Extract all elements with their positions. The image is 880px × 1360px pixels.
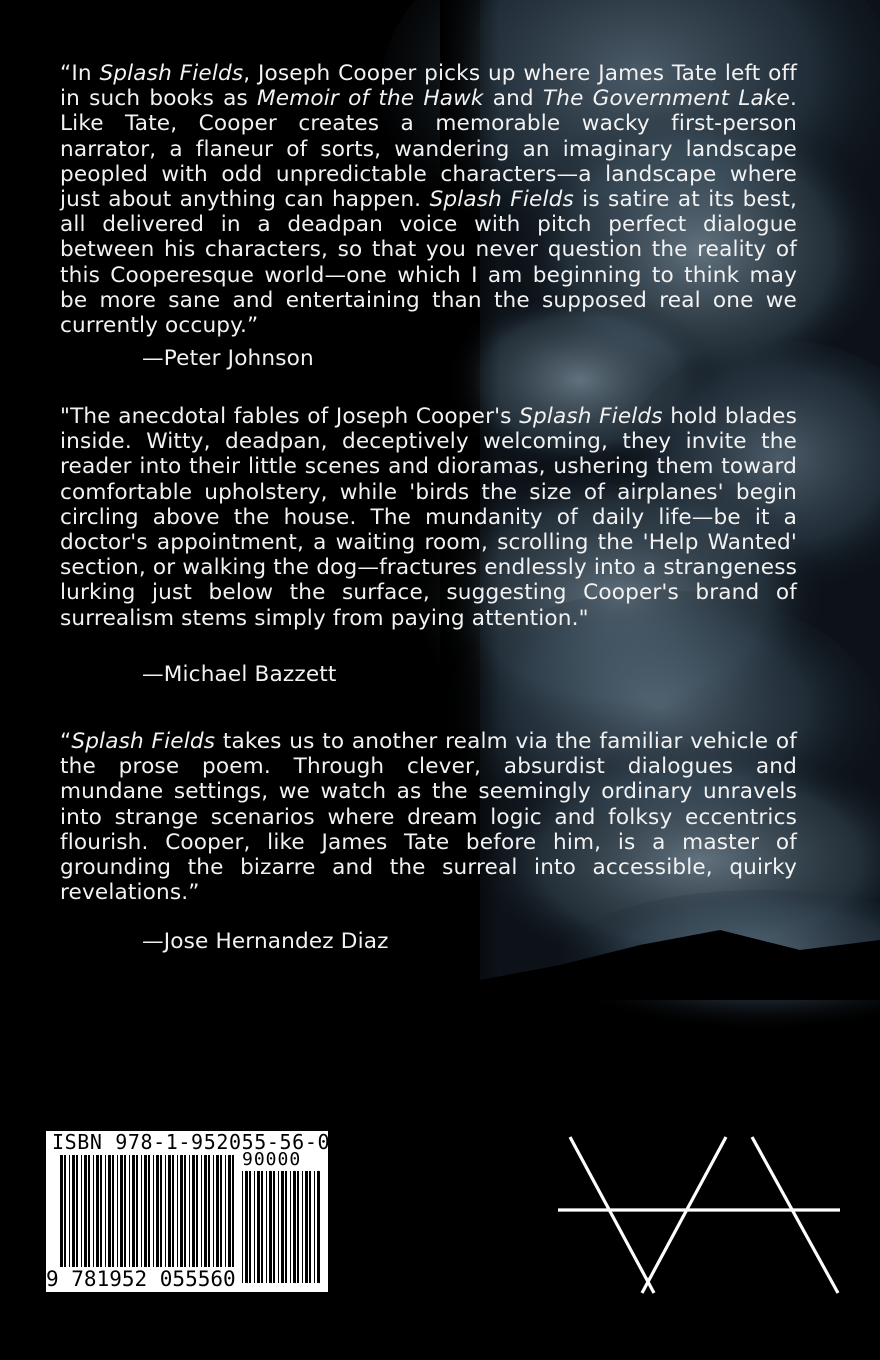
barcode-bar — [72, 1155, 75, 1283]
barcode-bar — [180, 1155, 183, 1283]
barcode-bar — [177, 1155, 178, 1283]
quote-text: and — [483, 86, 543, 112]
barcode-bar — [192, 1155, 195, 1283]
barcode-bar — [84, 1155, 87, 1283]
barcode-bar — [278, 1171, 279, 1283]
isbn-barcode — [46, 1130, 331, 1292]
barcode-bar — [266, 1171, 267, 1283]
barcode-bar — [108, 1155, 111, 1283]
barcode-bar — [302, 1171, 303, 1283]
barcode-bar — [216, 1155, 219, 1283]
barcode-bar — [76, 1155, 78, 1283]
barcode-bar — [64, 1155, 66, 1283]
quote-text: . Like Tate, Cooper creates a memorable wacky first-person narrator, a flaneur of sorts, wandering an imaginary landscape peopled with odd unpredictable characters—a landscape where just about anything can happen. — [60, 86, 797, 213]
barcode-bar — [117, 1155, 118, 1283]
ean-barcode-bars — [60, 1155, 240, 1283]
barcode-bar — [160, 1155, 162, 1283]
barcode-bar — [172, 1155, 174, 1283]
barcode-bar — [100, 1155, 102, 1283]
barcode-bar — [208, 1155, 210, 1283]
barcode-bar — [220, 1155, 222, 1283]
barcode-bar — [81, 1155, 82, 1283]
barcode-bar — [261, 1171, 263, 1283]
barcode-bar — [225, 1155, 226, 1283]
italic-title: Splash Fields — [99, 61, 244, 86]
barcode-bar — [309, 1171, 311, 1283]
blurb-attribution-2: —Michael Bazzett — [142, 662, 337, 687]
blurb-quote-1 — [60, 61, 797, 338]
quote-text: “ — [60, 729, 72, 754]
price-code: 90000 — [242, 1149, 302, 1170]
barcode-bar — [228, 1155, 231, 1283]
price-addon-barcode-bars — [242, 1171, 322, 1283]
ean-digits: 9 781952 055560 — [46, 1267, 236, 1291]
barcode-bar — [232, 1155, 234, 1283]
barcode-bar — [96, 1155, 99, 1283]
quote-text: hold blades inside. Witty, deadpan, deceptively welcoming, they invite the reader into their little scenes and dioramas, ushering them toward comfortable upholstery, while 'birds the size of airplanes' begin circling above the house. The mundanity of daily life—be it a doctor's appointment, a waiting room, scrolling the 'Help Wanted' section, or walking the dog—fractures endlessly into a strangeness lurking just below the surface, suggesting Cooper's brand of surrealism stems simply from paying attention." — [60, 404, 797, 631]
italic-title: Splash Fields — [519, 404, 663, 429]
barcode-bar — [69, 1155, 70, 1283]
quote-text: , Joseph Cooper picks up where James Tate left off in such books as — [60, 61, 797, 112]
barcode-bar — [88, 1155, 90, 1283]
barcode-bar — [153, 1155, 154, 1283]
barcode-bar — [148, 1155, 150, 1283]
barcode-bar — [201, 1155, 202, 1283]
barcode-bar — [314, 1171, 315, 1283]
barcode-bar — [290, 1171, 291, 1283]
barcode-bar — [204, 1155, 207, 1283]
barcode-bar — [141, 1155, 142, 1283]
blurb-attribution-1: —Peter Johnson — [142, 346, 314, 371]
quote-text: is satire at its best, all delivered in a deadpan voice with pitch perfect dialogue between his characters, so that you never question the reality of this Cooperesque world—one which I am beginning to think may be more sane and entertaining than the supposed real one we currently occupy.” — [60, 187, 797, 339]
quote-text: "The anecdotal fables of Joseph Cooper's — [60, 404, 520, 429]
barcode-bar — [184, 1155, 186, 1283]
barcode-bar — [136, 1155, 138, 1283]
barcode-bar — [196, 1155, 198, 1283]
barcode-bar — [242, 1171, 243, 1283]
barcode-bar — [245, 1171, 248, 1283]
barcode-bar — [144, 1155, 147, 1283]
barcode-bar — [132, 1155, 135, 1283]
barcode-bar — [305, 1171, 308, 1283]
italic-title: Splash Fields — [429, 187, 574, 213]
italic-title: The Government Lake — [542, 86, 790, 112]
barcode-bar — [93, 1155, 94, 1283]
crossed-lines-logo-icon — [556, 1135, 840, 1295]
barcode-bar — [293, 1171, 296, 1283]
barcode-bar — [317, 1171, 320, 1283]
barcode-bar — [273, 1171, 275, 1283]
barcode-bar — [124, 1155, 126, 1283]
barcode-bar — [281, 1171, 284, 1283]
italic-title: Memoir of the Hawk — [257, 86, 484, 112]
barcode-bar — [213, 1155, 214, 1283]
barcode-bar — [105, 1155, 106, 1283]
barcode-bar — [165, 1155, 166, 1283]
barcode-bar — [112, 1155, 114, 1283]
barcode-bar — [297, 1171, 299, 1283]
barcode-bar — [249, 1171, 251, 1283]
blurb-quote-2 — [60, 404, 797, 631]
barcode-bar — [120, 1155, 123, 1283]
barcode-bar — [285, 1171, 287, 1283]
barcode-bar — [60, 1155, 63, 1283]
barcode-bar — [156, 1155, 159, 1283]
italic-title: Splash Fields — [71, 729, 216, 754]
barcode-bar — [189, 1155, 190, 1283]
quote-text: takes us to another realm via the familiar vehicle of the prose poem. Through clever, absurdist dialogues and mundane settings, we watch as the seemingly ordinary unravels into strange scenarios where dream logic and folksy eccentrics flourish. Cooper, like James Tate before him, is a master of grounding the bizarre and the surreal into accessible, quirky revelations.” — [60, 729, 797, 906]
barcode-bar — [269, 1171, 272, 1283]
blurb-attribution-3: —Jose Hernandez Diaz — [142, 929, 389, 954]
quote-text: “In — [60, 61, 100, 86]
isbn-label: ISBN 978-1-952055-56-0 — [52, 1130, 331, 1154]
barcode-bar — [254, 1171, 255, 1283]
barcode-bar — [168, 1155, 171, 1283]
barcode-bar — [257, 1171, 260, 1283]
barcode-bar — [129, 1155, 130, 1283]
blurb-quote-3 — [60, 729, 797, 905]
